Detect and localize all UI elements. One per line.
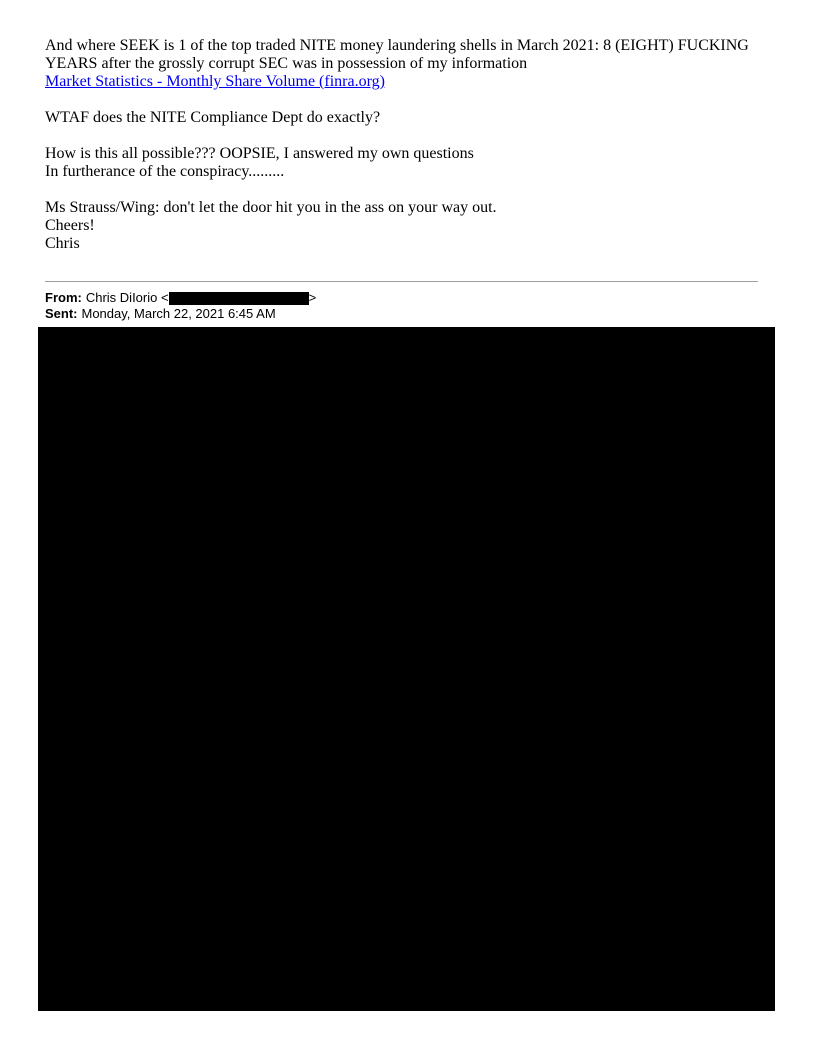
body-paragraph: How is this all possible??? OOPSIE, I answered my own questions bbox=[45, 145, 474, 162]
forwarded-header bbox=[45, 290, 316, 322]
sent-line bbox=[45, 306, 316, 322]
spacer bbox=[45, 181, 765, 199]
body-paragraph: And where SEEK is 1 of the top traded NITE money laundering shells in March 2021: 8 (EIGHT) FUCKING YEARS after the grossly corrupt SEC was in possession of my information bbox=[45, 37, 749, 72]
signature: Chris bbox=[45, 235, 80, 252]
from-label: From: bbox=[45, 290, 82, 305]
body-paragraph: In furtherance of the conspiracy......... bbox=[45, 163, 285, 180]
sent-label: Sent: bbox=[45, 306, 78, 321]
message-divider bbox=[45, 281, 758, 282]
finra-market-statistics-link[interactable]: Market Statistics - Monthly Share Volume (finra.org) bbox=[45, 73, 385, 90]
email-body bbox=[45, 37, 765, 253]
spacer bbox=[45, 91, 765, 109]
from-name: Chris DiIorio < bbox=[85, 290, 169, 305]
from-close-bracket: > bbox=[308, 290, 317, 305]
redacted-content-block bbox=[38, 327, 775, 1011]
redacted-email-address bbox=[169, 292, 309, 305]
closing-line: Cheers! bbox=[45, 217, 95, 234]
body-paragraph: Ms Strauss/Wing: don't let the door hit you in the ass on your way out. bbox=[45, 199, 497, 216]
from-line bbox=[45, 290, 316, 306]
spacer bbox=[45, 127, 765, 145]
sent-value: Monday, March 22, 2021 6:45 AM bbox=[81, 306, 276, 321]
body-paragraph: WTAF does the NITE Compliance Dept do exactly? bbox=[45, 109, 381, 126]
